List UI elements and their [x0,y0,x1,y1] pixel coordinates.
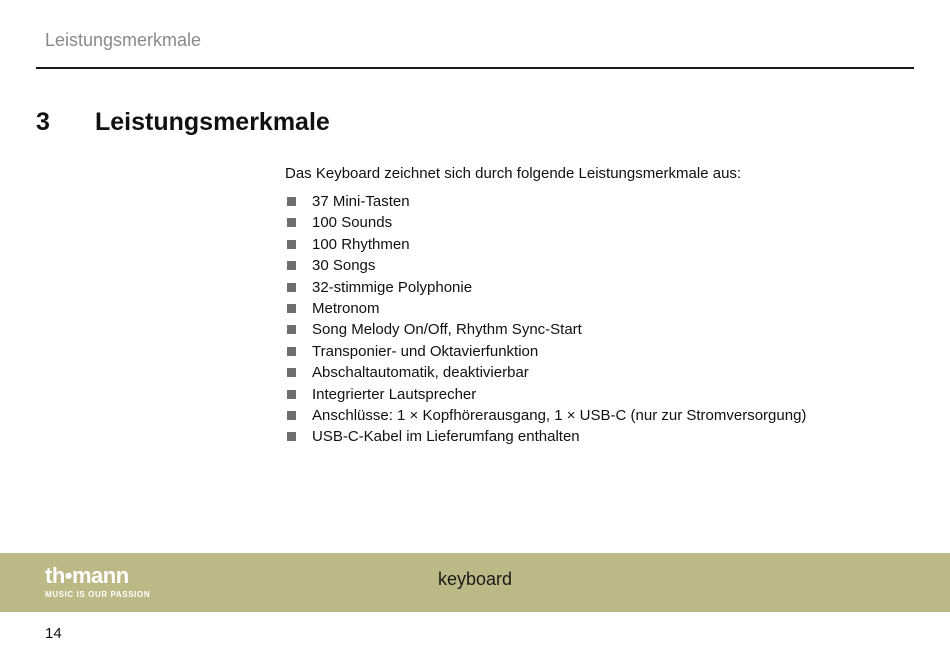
list-item [285,405,806,426]
square-bullet-icon [287,368,296,377]
list-item [285,234,806,255]
square-bullet-icon [287,240,296,249]
feature-text: 37 Mini-Tasten [312,193,410,210]
header-divider [36,67,914,69]
list-item [285,362,806,383]
feature-text: Transponier- und Oktavierfunktion [312,342,539,360]
feature-text: Anschlüsse: 1 × Kopfhörerausgang, 1 × USB-C (nur zur Stromversorgung) [312,406,807,424]
square-bullet-icon [287,197,296,206]
list-item [285,191,806,212]
feature-text: 100 Rhythmen [312,235,410,253]
list-item [285,319,806,340]
logo-tagline: MUSIC IS OUR PASSION [45,590,151,599]
feature-text: 30 Songs [312,257,376,275]
list-item [285,426,806,447]
page-number: 14 [45,625,62,642]
feature-text: Metronom [312,299,380,317]
square-bullet-icon [287,304,296,313]
list-item [285,384,806,405]
footer-product-name: keyboard [437,569,513,589]
square-bullet-icon [287,390,296,399]
list-item [285,341,806,362]
feature-text: 32-stimmige Polyphonie [312,278,473,296]
feature-text: Song Melody On/Off, Rhythm Sync-Start [312,321,582,339]
feature-text: USB-C-Kabel im Lieferumfang enthalten [312,428,580,446]
list-item [285,298,806,319]
square-bullet-icon [287,432,296,441]
section-title: Leistungsmerkmale [95,108,330,136]
running-header: Leistungsmerkmale [45,30,202,50]
square-bullet-icon [287,325,296,334]
feature-text: 100 Sounds [312,214,393,232]
intro-text: Das Keyboard zeichnet sich durch folgende Leistungsmerkmale aus: [285,165,742,182]
square-bullet-icon [287,218,296,227]
square-bullet-icon [287,347,296,356]
square-bullet-icon [287,411,296,420]
list-item [285,255,806,276]
square-bullet-icon [287,261,296,270]
feature-list [285,191,806,448]
section-number: 3 [36,108,50,136]
feature-text: Integrierter Lautsprecher [312,385,477,403]
logo-wordmark: th•mann [45,563,129,588]
list-item [285,277,806,298]
list-item [285,212,806,233]
feature-text: Abschaltautomatik, deaktivierbar [312,364,529,382]
square-bullet-icon [287,283,296,292]
